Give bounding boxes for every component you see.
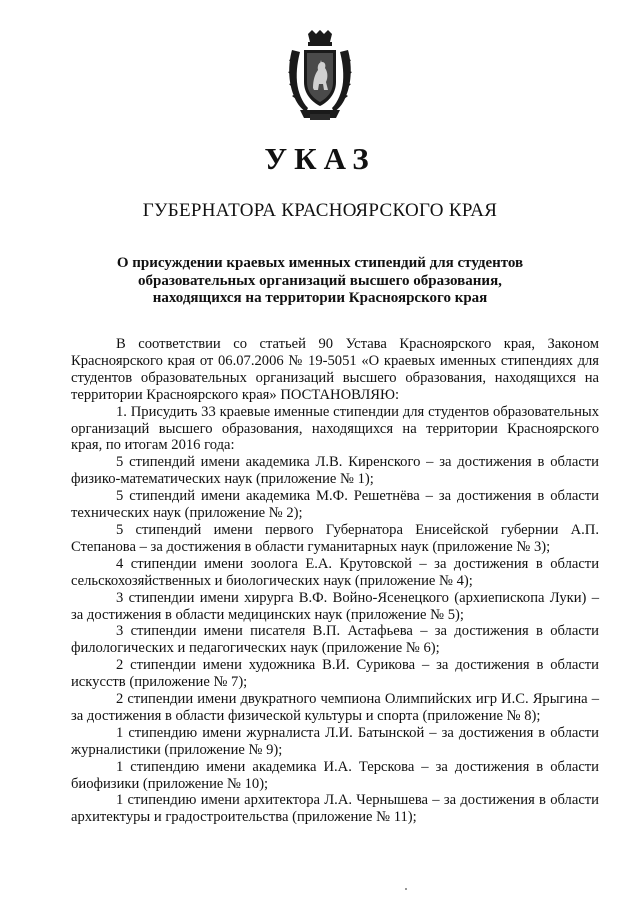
list-item: 1 стипендию имени академика И.А. Терскова – за достижения в области биофизики (приложение № 10); (71, 758, 599, 792)
document-heading (100, 255, 540, 308)
list-item: 2 стипендии имени двукратного чемпиона Олимпийских игр И.С. Ярыгина – за достижения в области физической культуры и спорта (приложение № 8); (71, 691, 599, 724)
list-item: 1 стипендию имени журналиста Л.И. Батынской – за достижения в области журналистики (приложение № 9); (71, 724, 599, 758)
preamble-paragraph: В соответствии со статьей 90 Устава Красноярского края, Законом Красноярского края от 06.07.2006 № 19-5051 «О краевых именных стипендиях для студентов образовательных организаций высшего образования, находящихся на территории Красноярского края» ПОСТАНОВЛЯЮ: (71, 336, 599, 403)
list-item: 3 стипендии имени хирурга В.Ф. Войно-Ясенецкого (архиепископа Луки) – за достижения в области медицинских наук (приложение № 5); (71, 589, 599, 623)
list-item: 2 стипендии имени художника В.И. Сурикова – за достижения в области искусств (приложение № 7); (71, 657, 599, 691)
document-title: УКАЗ (264, 141, 376, 176)
list-item: 3 стипендии имени писателя В.П. Астафьева – за достижения в области филологических и педагогических наук (приложение № 6); (71, 623, 599, 657)
list-item: 4 стипендии имени зоолога Е.А. Крутовской – за достижения в области сельскохозяйственных и биологических наук (приложение № 4); (71, 555, 599, 589)
coat-of-arms-icon (286, 30, 354, 122)
scan-dot (405, 888, 407, 890)
list-item: 5 стипендий имени академика М.Ф. Решетнёва – за достижения в области технических наук (приложение № 2); (71, 488, 599, 522)
document-body (71, 336, 599, 826)
list-item: 1 стипендию имени архитектора Л.А. Чернышева – за достижения в области архитектуры и градостроительства (приложение № 11); (71, 792, 599, 826)
heading-line: образовательных организаций высшего образования, (138, 272, 502, 289)
heading-line: находящихся на территории Красноярского края (152, 290, 488, 306)
heading-line: О присуждении краевых именных стипендий для студентов (116, 255, 524, 271)
clause-paragraph: 1. Присудить 33 краевые именные стипендии для студентов образовательных организаций высшего образования, находящихся на территории Красноярского края, по итогам 2016 года: (71, 403, 599, 454)
document-subtitle: ГУБЕРНАТОРА КРАСНОЯРСКОГО КРАЯ (142, 200, 498, 221)
list-item: 5 стипендий имени первого Губернатора Енисейской губернии А.П. Степанова – за достижения в области гуманитарных наук (приложение № 3); (71, 521, 599, 555)
list-item: 5 стипендий имени академика Л.В. Киренского – за достижения в области физико-математических наук (приложение № 1); (71, 454, 599, 488)
